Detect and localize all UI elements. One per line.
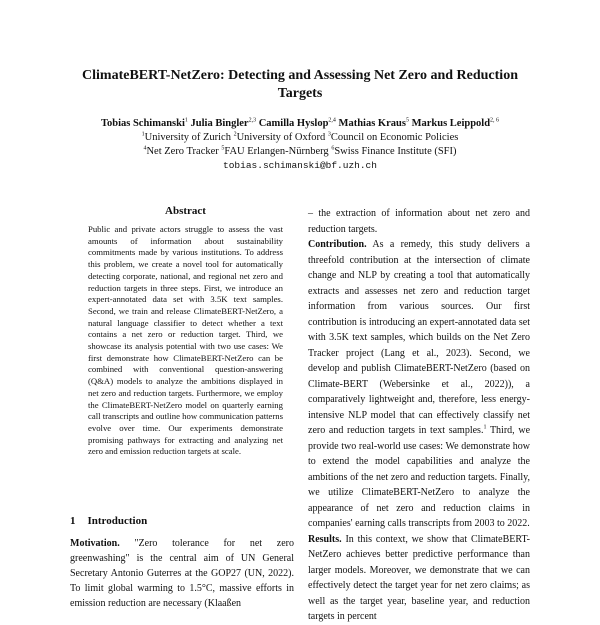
title-line-1: ClimateBERT-NetZero: Detecting and Assessing Net Zero and Reduction bbox=[82, 68, 518, 83]
abstract-body bbox=[88, 224, 283, 458]
author-affiliation-mark: 2, 6 bbox=[490, 117, 500, 124]
author-name: Mathias Kraus bbox=[338, 118, 406, 129]
affiliation-line-2 bbox=[20, 145, 580, 159]
affiliation-mark: 5 bbox=[221, 145, 225, 152]
paragraph-text: In this context, we show that ClimateBERT-NetZero achieves better predictive performance than larger models. Moreover, we demonstrate that we can effectively detect the target year for net zero claims; as well as the target year, baseline year, and reduction targets in percent bbox=[308, 533, 530, 622]
author-affiliation-mark: 1 bbox=[184, 117, 188, 124]
paper-title bbox=[40, 67, 560, 103]
affiliation-line-1 bbox=[20, 131, 580, 145]
affiliation: Net Zero Tracker bbox=[146, 146, 222, 157]
author-affiliation-mark: 2,3 bbox=[248, 117, 257, 124]
author-name: Julia Bingler bbox=[190, 118, 249, 129]
section-number: 1 bbox=[70, 515, 76, 527]
paragraph-label: Contribution. bbox=[308, 239, 367, 250]
affiliation: FAU Erlangen-Nürnberg bbox=[224, 146, 332, 157]
abstract-heading: Abstract bbox=[165, 205, 206, 217]
affiliation: University of Oxford bbox=[236, 132, 328, 143]
affiliation-mark: 2 bbox=[233, 131, 237, 138]
author-block bbox=[20, 117, 580, 173]
section-heading bbox=[70, 514, 159, 528]
affiliation: Council on Economic Policies bbox=[330, 132, 459, 143]
footnote-mark[interactable]: 1 bbox=[483, 424, 487, 431]
author-list bbox=[20, 117, 580, 131]
contribution-paragraph bbox=[308, 237, 530, 532]
author-affiliation-mark: 5 bbox=[405, 117, 409, 124]
affiliation: Swiss Finance Institute (SFI) bbox=[334, 146, 457, 157]
title-line-2: Targets bbox=[277, 86, 323, 101]
author-name: Camilla Hyslop bbox=[258, 118, 329, 129]
right-column bbox=[308, 206, 530, 625]
affiliation-mark: 1 bbox=[141, 131, 145, 138]
paragraph-label: Motivation. bbox=[70, 538, 120, 549]
abstract-text: Public and private actors struggle to assess the vast amounts of information about sustainability commitments made by various institutions. To address this problem, we create a novel tool for automatically detecting corporate, national, and regional net zero and reduction targets in three steps. First, we introduce an expert-annotated data set with 3.5K text samples. Second, we train and release ClimateBERT-NetZero, a natural language classifier to detect whether a text contains a net zero or reduction target. Third, we showcase its analysis potential with two use cases: We first demonstrate how ClimateBERT-NetZero can be combined with conventional question-answering (Q&A) models to analyze the ambitions displayed in net zero and reduction targets. Furthermore, we employ the ClimateBERT-NetZero model on quarterly earning call transcripts and outline how communication patterns evolve over time. Our experiments demonstrate promising pathways for extracting and analyzing net zero and emission reduction targets at scale. bbox=[88, 224, 283, 457]
section-title: Introduction bbox=[87, 515, 148, 527]
paragraph-text: "Zero tolerance for net zero greenwashing" is the central aim of UN General Secretary Antonio Guterres at the GOP27 (UN, 2022). To limit global warming to 1.5°C, massive efforts in emission reduction are necessary (Klaaßen bbox=[70, 538, 294, 609]
paragraph-text: As a remedy, this study delivers a threefold contribution at the intersection of climate change and NLP by creating a tool that automatically extracts and assesses net zero and reduction target information from various sources. Our first contribution is introducing an expert-annotated data set with 3.5K text samples, which builds on the Net Zero Tracker project (Lang et al., 2023). Second, we develop and publish ClimateBERT-NetZero (based on Climate-BERT (Webersinke et al., 2022)), a comparatively lightweight and, therefore, less energy-intensive NLP model that can effectively classify net zero and reduction targets in text samples. bbox=[308, 239, 530, 436]
affiliation: University of Zurich bbox=[144, 132, 234, 143]
paragraph-label: Results. bbox=[308, 533, 342, 545]
author-affiliation-mark: 2,4 bbox=[328, 117, 336, 124]
results-paragraph bbox=[308, 532, 530, 625]
author-name: Tobias Schimanski bbox=[100, 118, 185, 129]
affiliation-mark: 4 bbox=[143, 145, 147, 152]
paragraph-text: Third, we provide two real-world use cases: We demonstrate how to extend the model capabilities and analyze the ambitions of the net zero and reduction targets. Finally, we utilize ClimateBERT-NetZero to analyze the appearance of net zero and reduction claims in companies' earning calls transcripts from 2003 to 2022. bbox=[308, 425, 531, 529]
author-name: Markus Leippold bbox=[411, 118, 491, 129]
continuation-text: – the extraction of information about net zero and reduction targets. bbox=[308, 208, 530, 235]
affiliation-mark: 6 bbox=[331, 145, 335, 152]
author-email[interactable]: tobias.schimanski@bf.uzh.ch bbox=[223, 160, 377, 171]
affiliation-mark: 3 bbox=[327, 131, 331, 138]
